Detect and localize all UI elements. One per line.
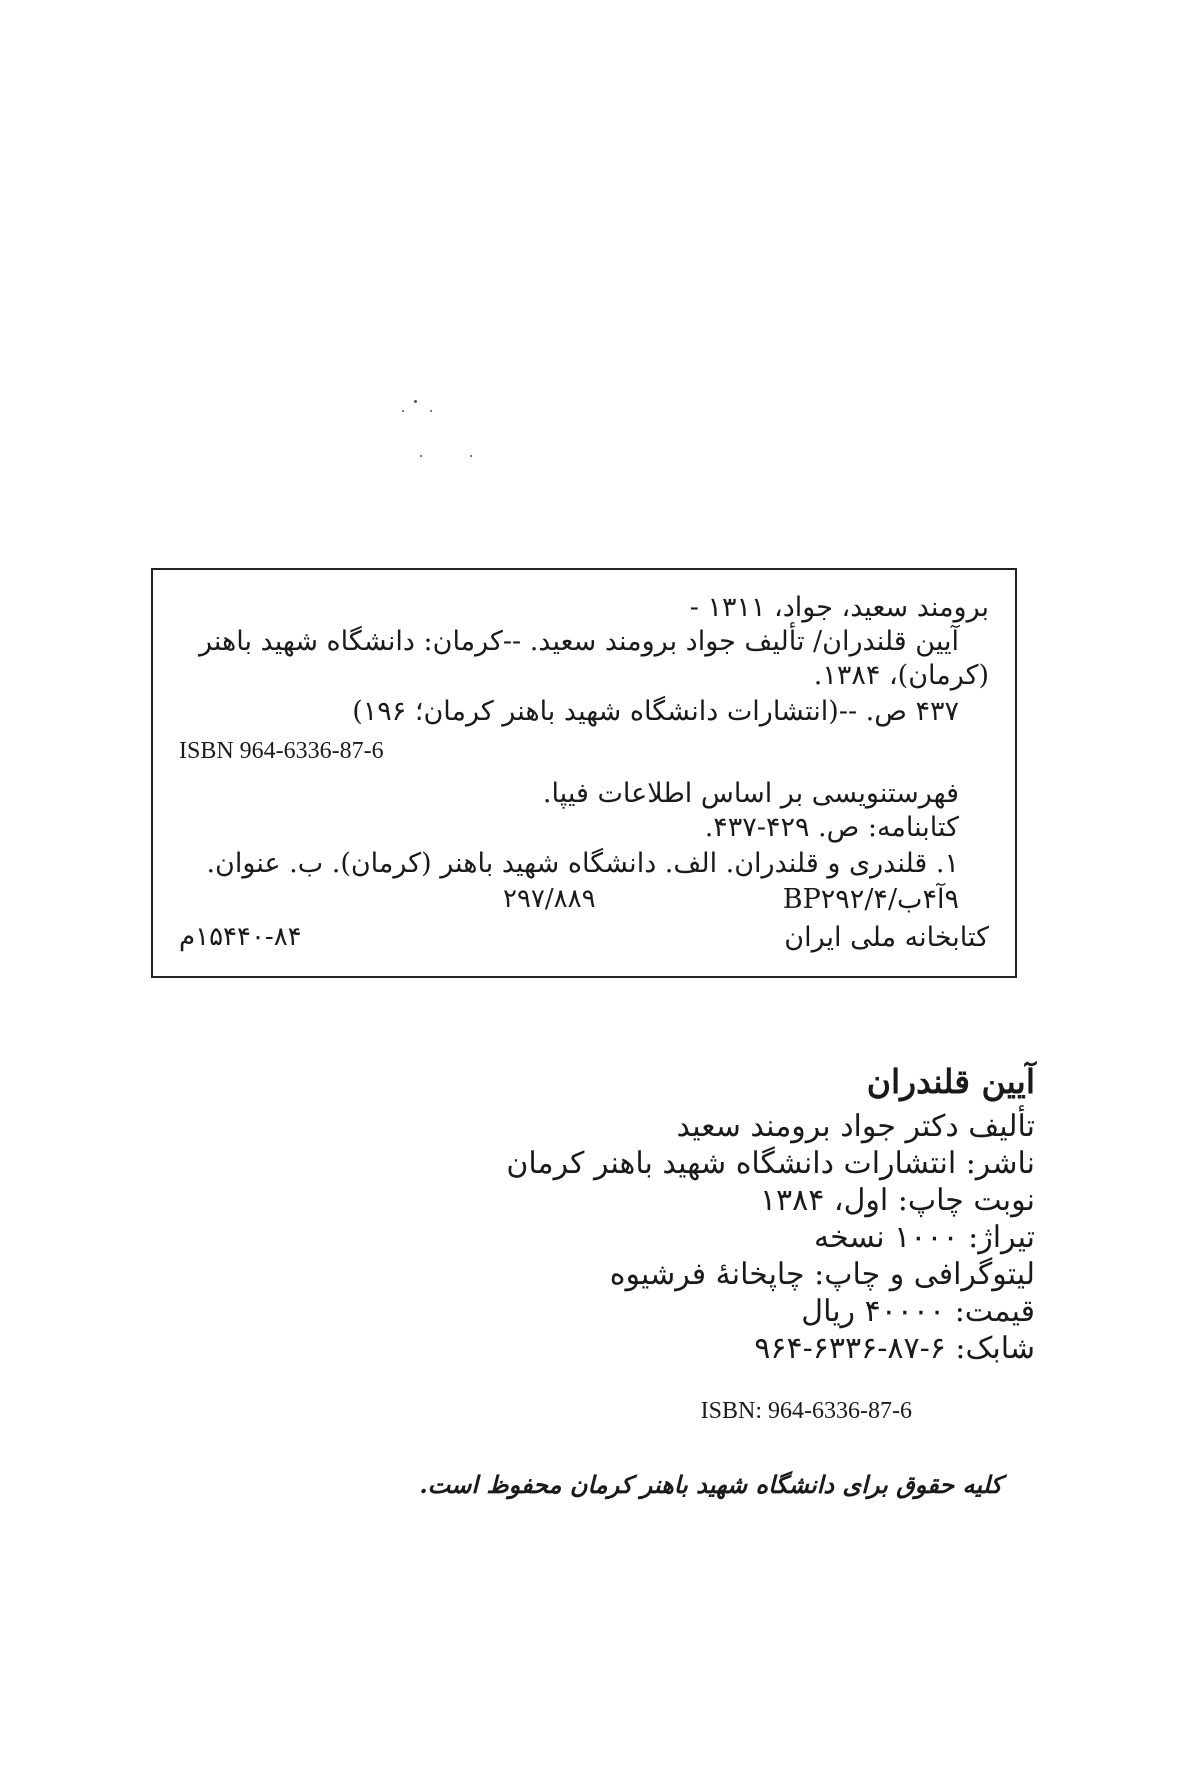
- cip-author-line: برومند سعید، جواد، ۱۳۱۱ -: [689, 592, 989, 623]
- book-title: آیین قلندران: [866, 1062, 1035, 1101]
- author-line: تألیف دکتر جواد برومند سعید: [676, 1109, 1035, 1144]
- publication-details: [335, 1058, 1035, 1424]
- printing-line: لیتوگرافی و چاپ: چاپخانهٔ فرشیوه: [609, 1257, 1035, 1292]
- scan-speck: [470, 455, 472, 457]
- cip-pages-series-line: ۴۳۷ ص. --(انتشارات دانشگاه شهید باهنر کرمان؛ ۱۹۶): [352, 696, 959, 727]
- cip-bibliography-note: کتابنامه: ص. ۴۲۹-۴۳۷.: [704, 812, 959, 843]
- scan-speck: [420, 455, 422, 457]
- scan-speck: [402, 410, 404, 412]
- cip-title-line-continued: (کرمان)، ۱۳۸۴.: [813, 660, 989, 691]
- cip-dewey-classification: ۲۹۷/۸۸۹: [503, 884, 596, 914]
- cip-title-line: آیین قلندران/ تألیف جواد برومند سعید. --کرمان: دانشگاه شهید باهنر: [198, 626, 959, 657]
- isbn-persian-line: شابک: ۶-۸۷-۶۳۳۶-۹۶۴: [754, 1331, 1035, 1366]
- price-line: قیمت: ۴۰۰۰۰ ریال: [801, 1294, 1035, 1329]
- scan-speck: [430, 410, 432, 412]
- cip-record-number: ۱۵۴۴۰-۸۴م: [179, 922, 302, 952]
- cip-fipa-note: فهرستنویسی بر اساس اطلاعات فیپا.: [542, 778, 959, 809]
- cip-isbn: ISBN 964-6336-87-6: [179, 738, 384, 764]
- cip-subject-line: ۱. قلندری و قلندران. الف. دانشگاه شهید باهنر (کرمان). ب. عنوان.: [206, 848, 959, 879]
- scan-speck: [414, 400, 417, 403]
- cip-library-name: کتابخانه ملی ایران: [784, 922, 989, 953]
- cip-lc-classification: ۹آ۴ب/۴/BP۲۹۲: [782, 884, 959, 915]
- cataloging-in-publication-box: [151, 568, 1017, 978]
- publisher-line: ناشر: انتشارات دانشگاه شهید باهنر کرمان: [506, 1146, 1035, 1181]
- isbn-latin-line: ISBN: 964-6336-87-6: [700, 1398, 912, 1424]
- print-run-line: تیراژ: ۱۰۰۰ نسخه: [814, 1220, 1035, 1255]
- copyright-notice: کلیه حقوق برای دانشگاه شهید باهنر کرمان محفوظ است.: [419, 1470, 1002, 1499]
- edition-line: نوبت چاپ: اول، ۱۳۸۴: [759, 1183, 1035, 1218]
